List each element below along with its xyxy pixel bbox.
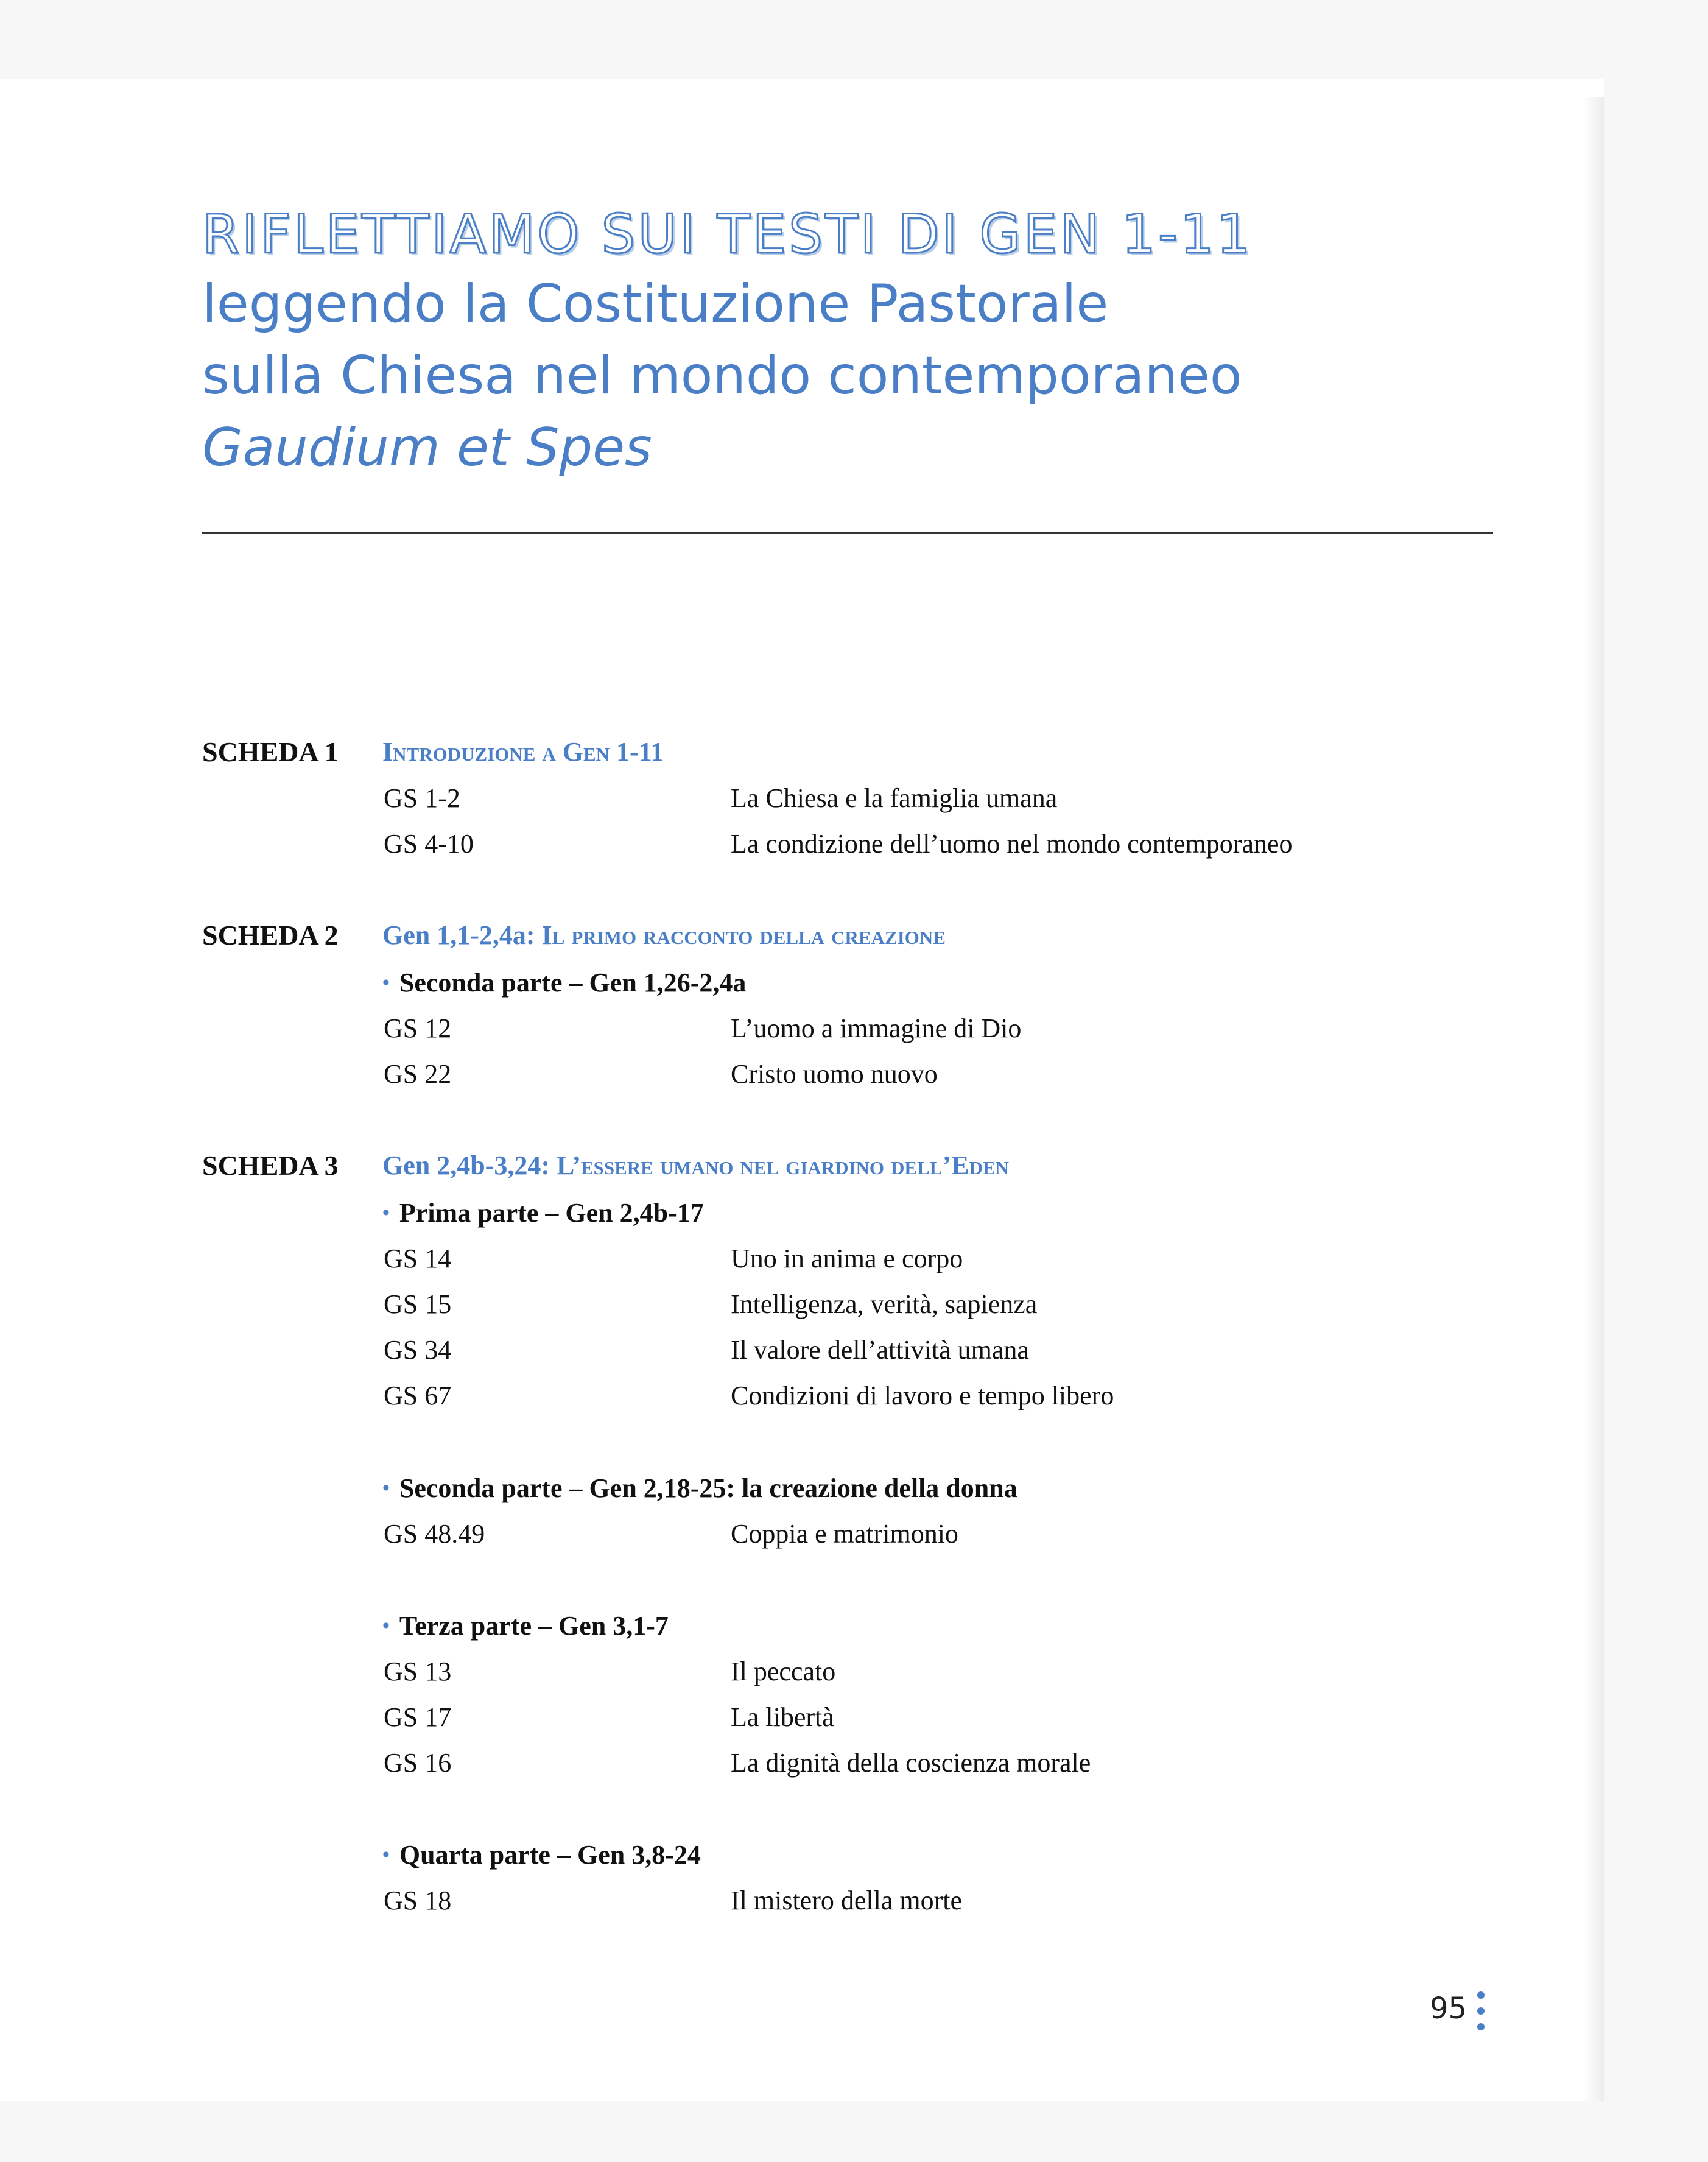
part-heading bbox=[382, 965, 746, 1001]
scheda-label: SCHEDA 3 bbox=[202, 1150, 339, 1181]
ref-row bbox=[384, 826, 1541, 862]
ref-title: Cristo uomo nuovo bbox=[731, 1059, 938, 1089]
scheda-title bbox=[382, 734, 664, 770]
part-heading bbox=[382, 1470, 1017, 1507]
ref-code: GS 12 bbox=[384, 1013, 452, 1043]
part-heading-text: Seconda parte – Gen 1,26-2,4a bbox=[399, 968, 747, 998]
ref-title: La Chiesa e la famiglia umana bbox=[731, 783, 1058, 813]
part-heading-text: Terza parte – Gen 3,1-7 bbox=[399, 1611, 669, 1641]
ref-title: La libertà bbox=[731, 1702, 834, 1732]
scheda-label: SCHEDA 2 bbox=[202, 920, 339, 951]
ref-row bbox=[384, 1286, 1541, 1323]
scheda-label: SCHEDA 1 bbox=[202, 736, 339, 767]
ref-code: GS 48.49 bbox=[384, 1519, 485, 1549]
ref-code: GS 14 bbox=[384, 1244, 452, 1273]
part-heading-text: Quarta parte – Gen 3,8-24 bbox=[399, 1840, 701, 1870]
ref-row bbox=[384, 1332, 1541, 1368]
bullet-icon: • bbox=[382, 971, 390, 994]
ref-row bbox=[384, 1745, 1541, 1781]
ref-code: GS 16 bbox=[384, 1748, 452, 1778]
ref-code: GS 18 bbox=[384, 1886, 452, 1915]
ref-title: Condizioni di lavoro e tempo libero bbox=[731, 1381, 1114, 1410]
ref-row bbox=[384, 1882, 1541, 1919]
part-heading bbox=[382, 1837, 701, 1873]
dot-icon bbox=[1477, 2007, 1485, 2015]
page-number: 95 bbox=[1430, 1991, 1467, 2026]
part-heading bbox=[382, 1195, 704, 1231]
ref-code: GS 34 bbox=[384, 1335, 452, 1365]
ref-row bbox=[384, 780, 1541, 817]
ref-title: Il valore dell’attività umana bbox=[731, 1335, 1029, 1365]
subtitle-italic: Gaudium et Spes bbox=[202, 417, 652, 478]
part-heading-text: Seconda parte – Gen 2,18-25: la creazione della donna bbox=[399, 1473, 1017, 1503]
ref-row bbox=[384, 1056, 1541, 1093]
ref-title: Il peccato bbox=[731, 1657, 836, 1686]
ref-title: Il mistero della morte bbox=[731, 1886, 962, 1915]
ref-row bbox=[384, 1653, 1541, 1690]
ref-row bbox=[384, 1378, 1541, 1414]
title-divider bbox=[202, 532, 1493, 534]
title-block bbox=[202, 201, 1420, 484]
ref-title: Coppia e matrimonio bbox=[731, 1519, 958, 1549]
dot-icon bbox=[1477, 2023, 1485, 2030]
ref-code: GS 22 bbox=[384, 1059, 452, 1089]
ref-code: GS 13 bbox=[384, 1657, 452, 1686]
ref-code: GS 15 bbox=[384, 1289, 452, 1319]
ref-title: Intelligenza, verità, sapienza bbox=[731, 1289, 1038, 1319]
bullet-icon: • bbox=[382, 1614, 390, 1637]
ref-title: La dignità della coscienza morale bbox=[731, 1748, 1091, 1778]
subtitle-line-2: sulla Chiesa nel mondo contemporaneo bbox=[202, 345, 1242, 406]
part-heading-text: Prima parte – Gen 2,4b-17 bbox=[399, 1198, 704, 1228]
page-title: RIFLETTIAMO SUI TESTI DI GEN 1-11 bbox=[202, 203, 1253, 266]
ref-code: GS 17 bbox=[384, 1702, 452, 1732]
ref-title: Uno in anima e corpo bbox=[731, 1244, 963, 1273]
dot-icon bbox=[1477, 1991, 1485, 1999]
scheda-title-main: Gen 1,1-2,4a: bbox=[382, 920, 542, 950]
scheda-title-main: Gen 2,4b-3,24: bbox=[382, 1150, 557, 1180]
ref-code: GS 67 bbox=[384, 1381, 452, 1410]
ref-title: La condizione dell’uomo nel mondo contemporaneo bbox=[731, 829, 1293, 859]
scheda-title bbox=[382, 1147, 1009, 1184]
page-dots-ornament bbox=[1477, 1987, 1486, 2035]
scheda-title bbox=[382, 917, 946, 954]
ref-row bbox=[384, 1699, 1541, 1736]
part-heading bbox=[382, 1608, 669, 1644]
ref-code: GS 1-2 bbox=[384, 783, 460, 813]
bullet-icon: • bbox=[382, 1843, 390, 1866]
ref-row bbox=[384, 1241, 1541, 1277]
scheda-title-rest: L’essere umano nel giardino dell’Eden bbox=[557, 1150, 1009, 1180]
ref-row bbox=[384, 1516, 1541, 1552]
subtitle-line-1: leggendo la Costituzione Pastorale bbox=[202, 273, 1109, 334]
ref-row bbox=[384, 1010, 1541, 1047]
bullet-icon: • bbox=[382, 1477, 390, 1499]
page-edge bbox=[1583, 97, 1604, 2101]
scheda-title-rest: Il primo racconto della creazione bbox=[541, 920, 946, 950]
scheda-title-rest: Introduzione a Gen 1-11 bbox=[382, 737, 664, 767]
ref-code: GS 4-10 bbox=[384, 829, 474, 859]
bullet-icon: • bbox=[382, 1202, 390, 1224]
ref-title: L’uomo a immagine di Dio bbox=[731, 1013, 1022, 1043]
